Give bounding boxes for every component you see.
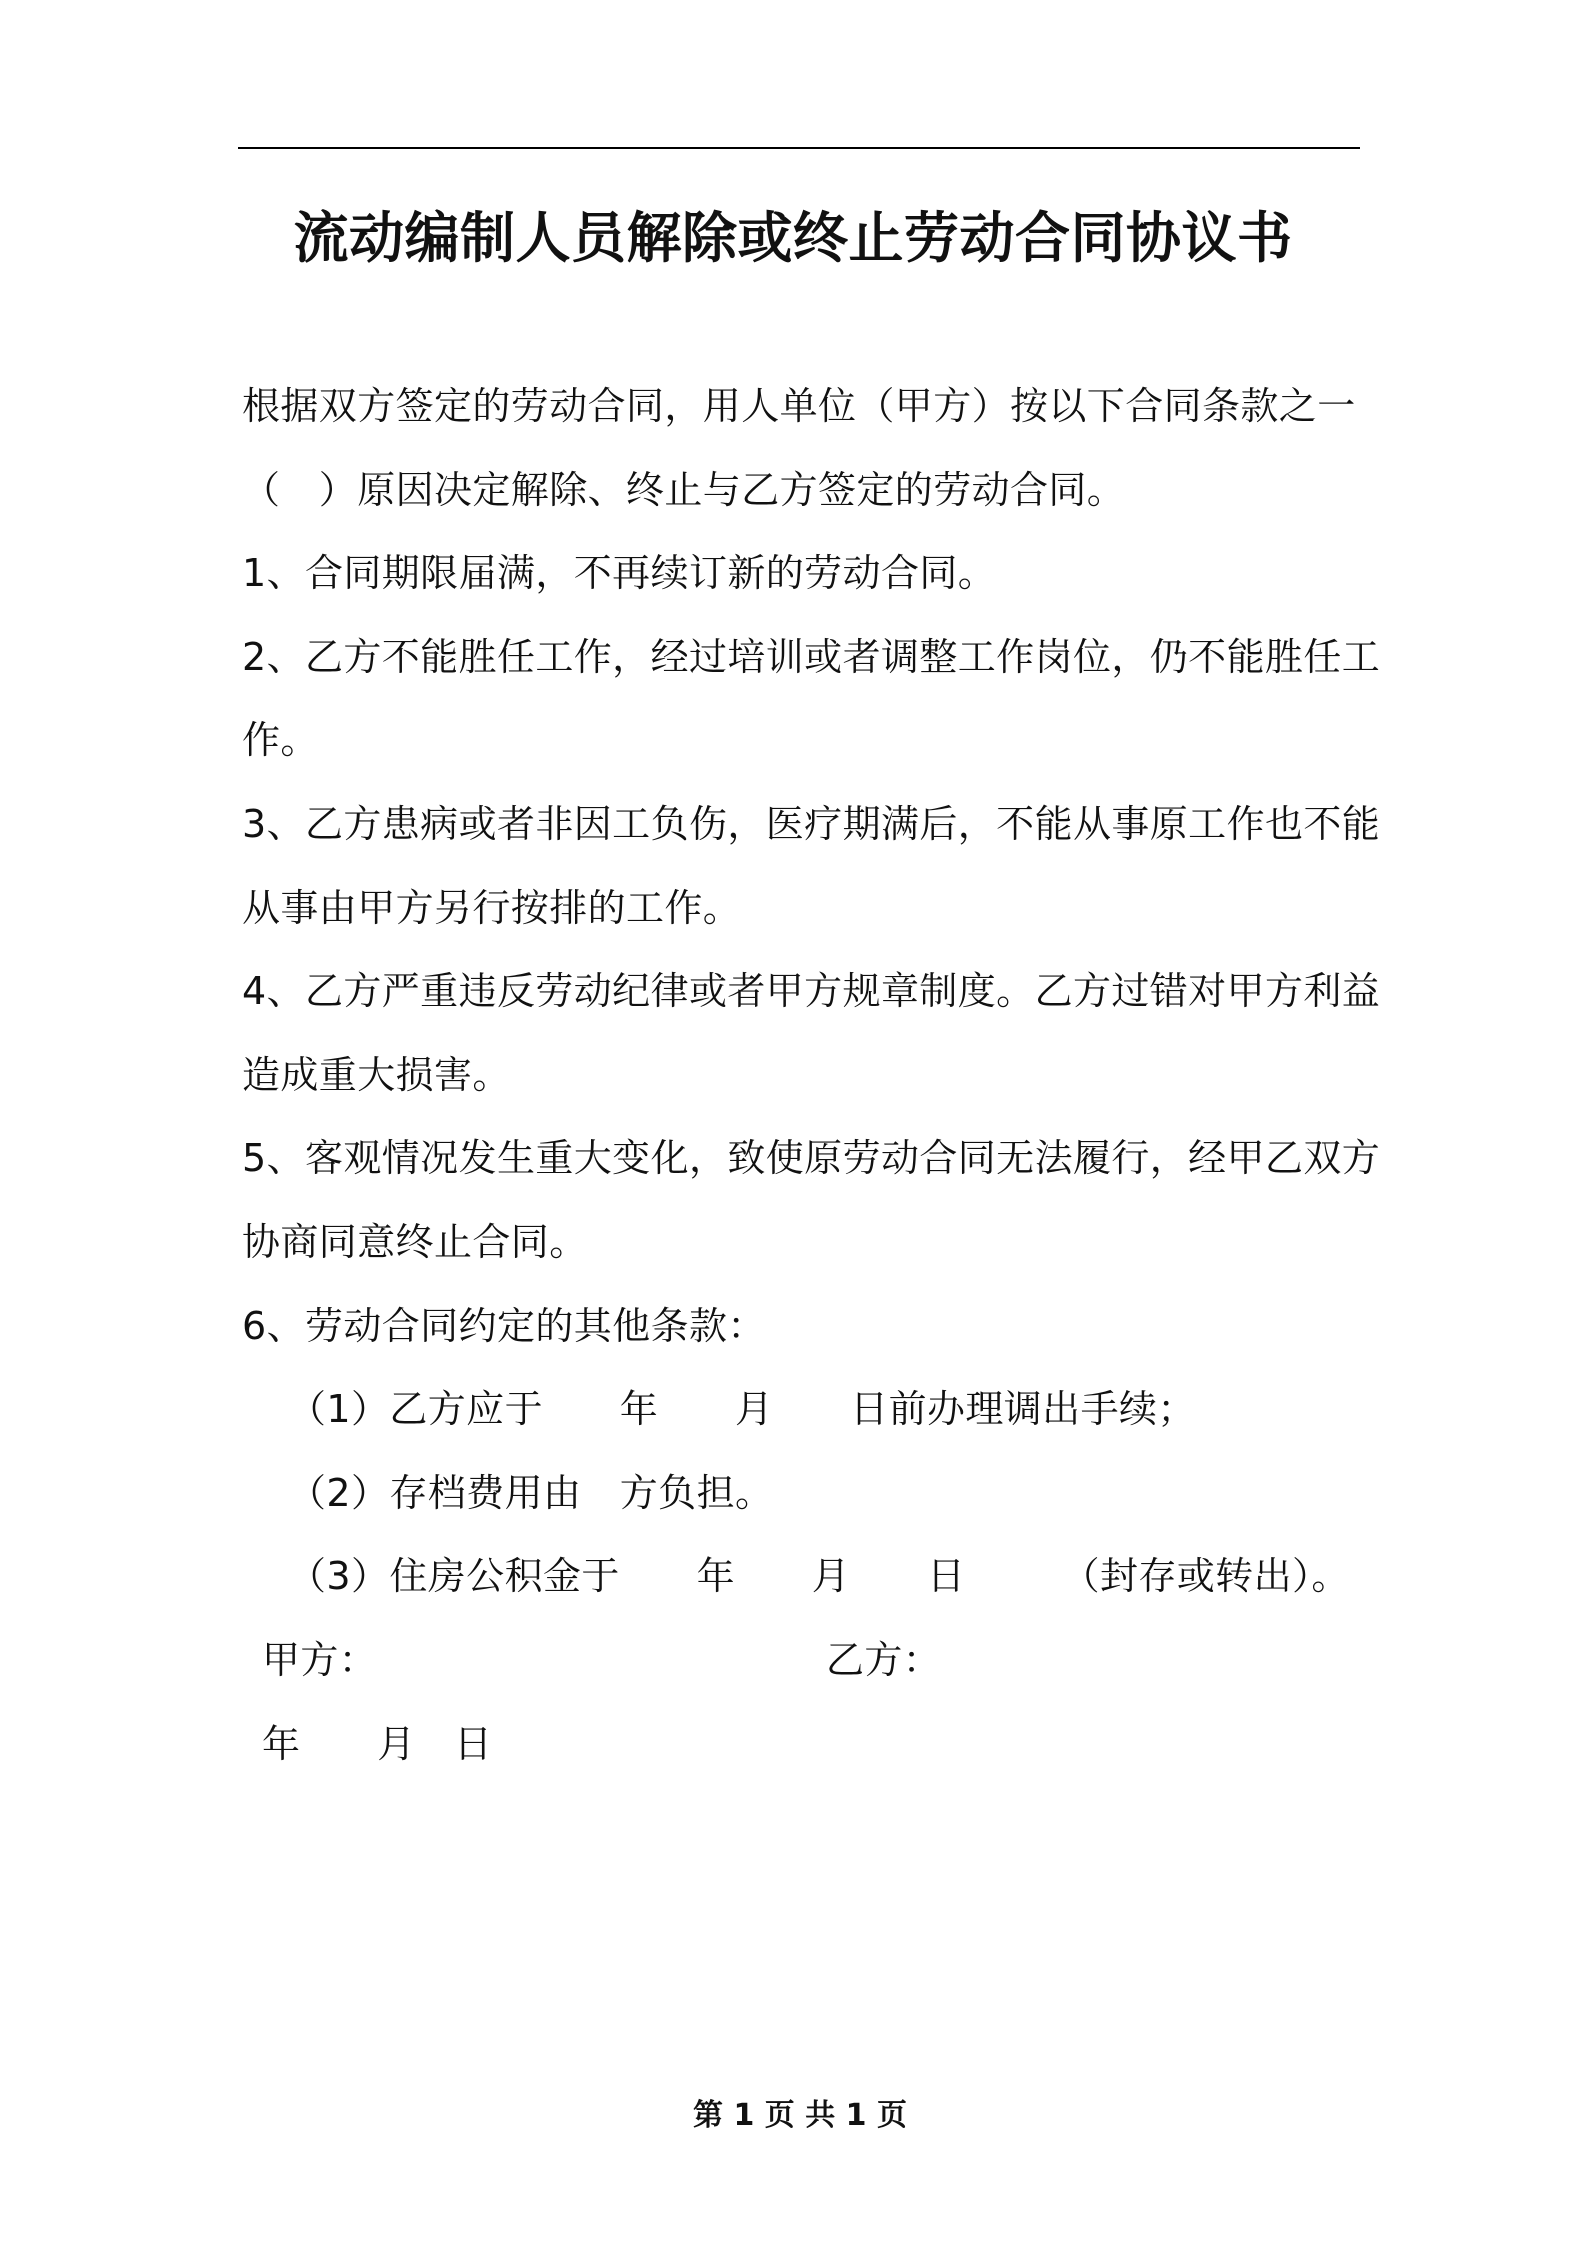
signature-row bbox=[242, 1619, 1442, 1703]
sub-clause-1: （1）乙方应于 年 月 日前办理调出手续； bbox=[288, 1387, 1196, 1432]
intro-line: 根据双方签定的劳动合同，用人单位（甲方）按以下合同条款之一 bbox=[242, 384, 1356, 428]
sub-clause-3: （3）住房公积金于 年 月 日 （封存或转出）。 bbox=[288, 1554, 1350, 1599]
clause-3: 3、乙方患病或者非因工负伤，医疗期满后，不能从事原工作也不能 bbox=[242, 801, 1381, 846]
page-footer: 第 1 页 共 1 页 bbox=[693, 2098, 907, 2133]
intro-line: （ ）原因决定解除、终止与乙方签定的劳动合同。 bbox=[242, 467, 1126, 512]
sub-clause-2: （2）存档费用由 方负担。 bbox=[288, 1470, 774, 1515]
document-body bbox=[242, 365, 1442, 1786]
clause-3-continued: 从事由甲方另行按排的工作。 bbox=[242, 885, 742, 930]
signature-date: 年 月 日 bbox=[262, 1721, 493, 1766]
clause-6: 6、劳动合同约定的其他条款： bbox=[242, 1303, 766, 1348]
clause-5: 5、客观情况发生重大变化，致使原劳动合同无法履行，经甲乙双方 bbox=[242, 1136, 1381, 1181]
clause-2-continued: 作。 bbox=[242, 718, 319, 763]
clause-4: 4、乙方严重违反劳动纪律或者甲方规章制度。乙方过错对甲方利益 bbox=[242, 969, 1381, 1014]
clause-5-continued: 协商同意终止合同。 bbox=[242, 1219, 588, 1264]
document-title: 流动编制人员解除或终止劳动合同协议书 bbox=[293, 206, 1293, 270]
clause-1: 1、合同期限届满，不再续订新的劳动合同。 bbox=[242, 551, 997, 596]
party-a-label: 甲方： bbox=[262, 1637, 378, 1682]
header-rule bbox=[238, 147, 1360, 149]
clause-2: 2、乙方不能胜任工作，经过培训或者调整工作岗位，仍不能胜任工 bbox=[242, 634, 1381, 679]
clause-4-continued: 造成重大损害。 bbox=[242, 1052, 511, 1097]
party-b-label: 乙方： bbox=[826, 1637, 942, 1682]
